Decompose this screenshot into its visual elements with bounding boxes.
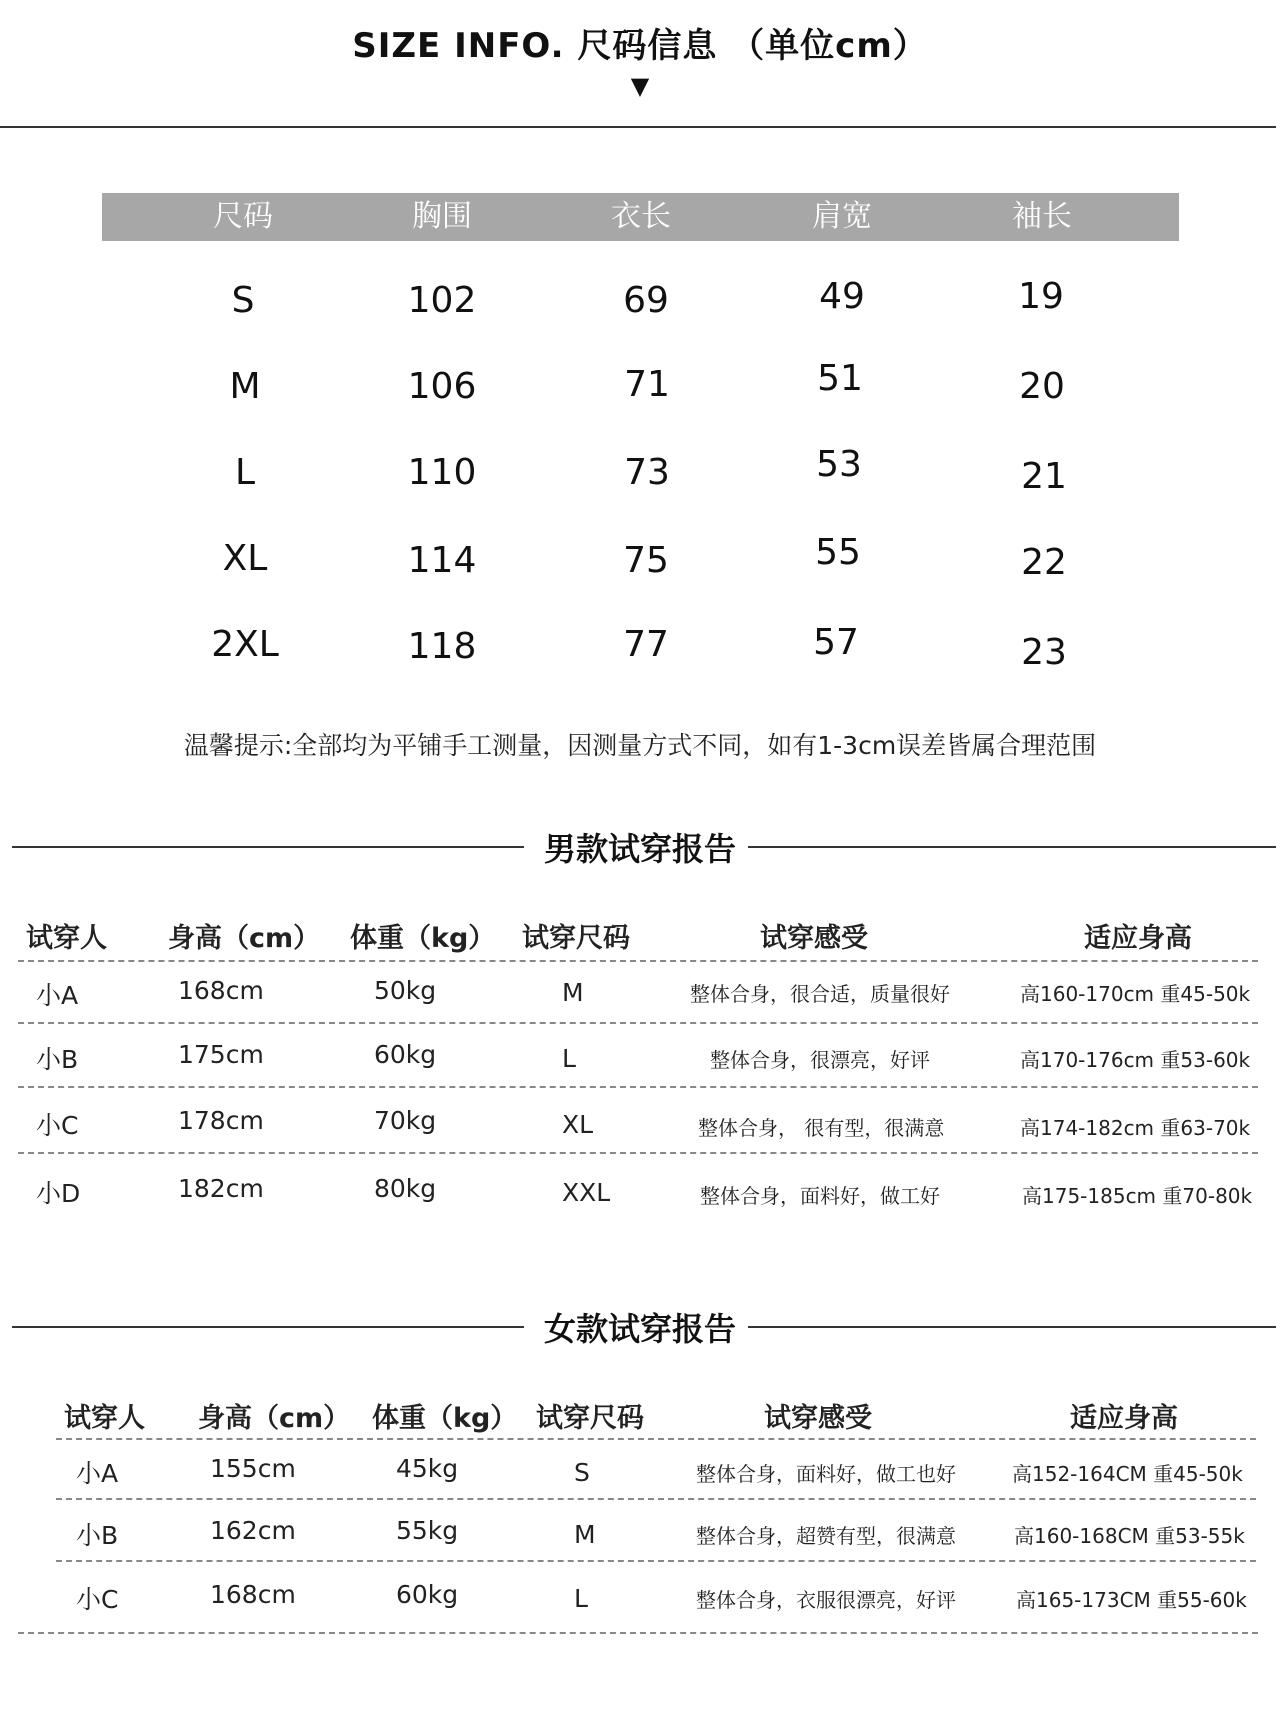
size-cell: 20 bbox=[1019, 366, 1065, 407]
size-cell: 23 bbox=[1021, 632, 1067, 673]
table-cell: 整体合身，衣服很漂亮，好评 bbox=[696, 1588, 956, 1612]
table-cell: 整体合身，面料好，做工好 bbox=[700, 1184, 940, 1208]
table-cell: 80kg bbox=[374, 1174, 437, 1203]
size-cell: 51 bbox=[817, 358, 863, 399]
row-divider bbox=[18, 1152, 1258, 1154]
size-cell: L bbox=[234, 452, 256, 493]
female-header-tester: 试穿人 bbox=[64, 1403, 145, 1434]
table-cell: 整体合身， 很有型，很满意 bbox=[698, 1116, 945, 1140]
column-header-size: 尺码 bbox=[213, 199, 273, 234]
table-cell: 小B bbox=[76, 1521, 119, 1550]
table-cell: 55kg bbox=[396, 1516, 459, 1545]
table-cell: 整体合身，很漂亮，好评 bbox=[710, 1048, 930, 1072]
size-cell: 102 bbox=[407, 280, 477, 321]
table-cell: 整体合身，面料好，做工也好 bbox=[696, 1462, 956, 1486]
row-divider bbox=[18, 960, 1258, 962]
table-cell: 60kg bbox=[374, 1040, 437, 1069]
header-divider bbox=[0, 126, 1276, 128]
table-cell: 高174-182cm 重63-70k bbox=[1020, 1116, 1251, 1140]
down-arrow-icon: ▼ bbox=[630, 72, 650, 100]
female-header-fit: 适应身高 bbox=[1070, 1403, 1178, 1434]
table-cell: 175cm bbox=[178, 1040, 264, 1069]
row-divider bbox=[56, 1560, 1256, 1562]
table-cell: 45kg bbox=[396, 1454, 459, 1483]
size-cell: 21 bbox=[1021, 456, 1067, 497]
female-header-height: 身高（cm） bbox=[198, 1403, 351, 1434]
size-cell: 53 bbox=[816, 444, 862, 485]
size-cell: 114 bbox=[407, 540, 477, 581]
table-cell: 小D bbox=[36, 1179, 81, 1208]
male-report-title: 男款试穿报告 bbox=[543, 830, 736, 868]
measurement-note: 温馨提示:全部均为平铺手工测量，因测量方式不同，如有1-3cm误差皆属合理范围 bbox=[183, 731, 1097, 760]
female-header-feel: 试穿感受 bbox=[764, 1403, 872, 1434]
female-header-size: 试穿尺码 bbox=[536, 1403, 644, 1434]
row-divider bbox=[56, 1438, 1256, 1440]
size-cell: 22 bbox=[1021, 542, 1067, 583]
size-cell: S bbox=[231, 280, 255, 321]
size-table-header bbox=[102, 193, 1179, 241]
size-cell: 2XL bbox=[211, 624, 279, 665]
size-cell: 106 bbox=[407, 366, 477, 407]
table-cell: L bbox=[574, 1584, 588, 1613]
table-cell: 162cm bbox=[210, 1516, 296, 1545]
size-cell: 110 bbox=[407, 452, 477, 493]
row-divider bbox=[56, 1498, 1256, 1500]
table-cell: M bbox=[562, 978, 584, 1007]
page-title: SIZE INFO. 尺码信息 （单位cm） bbox=[352, 26, 928, 66]
table-cell: 高152-164CM 重45-50k bbox=[1012, 1462, 1243, 1486]
table-cell: 155cm bbox=[210, 1454, 296, 1483]
table-cell: 高160-168CM 重53-55k bbox=[1014, 1524, 1245, 1548]
table-cell: 70kg bbox=[374, 1106, 437, 1135]
size-cell: XL bbox=[222, 538, 268, 579]
table-cell: 50kg bbox=[374, 976, 437, 1005]
column-header-chest: 胸围 bbox=[412, 199, 472, 234]
row-divider bbox=[18, 1632, 1258, 1634]
size-cell: 57 bbox=[813, 622, 859, 663]
table-cell: 168cm bbox=[178, 976, 264, 1005]
table-cell: 小C bbox=[76, 1585, 119, 1614]
male-header-tester: 试穿人 bbox=[26, 923, 107, 954]
size-cell: M bbox=[229, 366, 261, 407]
table-cell: 高175-185cm 重70-80k bbox=[1022, 1184, 1253, 1208]
table-cell: 182cm bbox=[178, 1174, 264, 1203]
female-header-weight: 体重（kg） bbox=[372, 1403, 518, 1434]
table-cell: 小A bbox=[36, 981, 79, 1010]
table-cell: 60kg bbox=[396, 1580, 459, 1609]
column-header-length: 衣长 bbox=[611, 199, 671, 234]
table-cell: 小C bbox=[36, 1111, 79, 1140]
table-cell: 小B bbox=[36, 1045, 79, 1074]
table-cell: 整体合身，超赞有型，很满意 bbox=[696, 1524, 956, 1548]
table-cell: 178cm bbox=[178, 1106, 264, 1135]
male-header-feel: 试穿感受 bbox=[760, 923, 868, 954]
size-cell: 77 bbox=[623, 624, 669, 665]
male-header-weight: 体重（kg） bbox=[350, 923, 496, 954]
table-cell: M bbox=[574, 1520, 596, 1549]
table-cell: 整体合身，很合适，质量很好 bbox=[690, 982, 950, 1006]
size-cell: 73 bbox=[624, 452, 670, 493]
table-cell: L bbox=[562, 1044, 576, 1073]
table-cell: XL bbox=[562, 1110, 594, 1139]
size-cell: 118 bbox=[407, 626, 477, 667]
table-cell: 168cm bbox=[210, 1580, 296, 1609]
size-cell: 55 bbox=[815, 532, 861, 573]
size-cell: 71 bbox=[624, 364, 670, 405]
size-cell: 19 bbox=[1018, 276, 1064, 317]
table-cell: 小A bbox=[76, 1459, 119, 1488]
male-header-fit: 适应身高 bbox=[1084, 923, 1192, 954]
table-cell: XXL bbox=[562, 1178, 611, 1207]
female-report-title: 女款试穿报告 bbox=[543, 1310, 736, 1348]
size-cell: 49 bbox=[819, 276, 865, 317]
table-cell: 高165-173CM 重55-60k bbox=[1016, 1588, 1247, 1612]
column-header-sleeve: 袖长 bbox=[1012, 199, 1072, 234]
table-cell: S bbox=[574, 1458, 590, 1487]
column-header-shoulder: 肩宽 bbox=[812, 199, 872, 234]
size-cell: 75 bbox=[623, 540, 669, 581]
male-header-height: 身高（cm） bbox=[168, 923, 321, 954]
row-divider bbox=[18, 1022, 1258, 1024]
size-cell: 69 bbox=[623, 280, 669, 321]
male-header-size: 试穿尺码 bbox=[522, 923, 630, 954]
row-divider bbox=[18, 1086, 1258, 1088]
table-cell: 高170-176cm 重53-60k bbox=[1020, 1048, 1251, 1072]
table-cell: 高160-170cm 重45-50k bbox=[1020, 982, 1251, 1006]
